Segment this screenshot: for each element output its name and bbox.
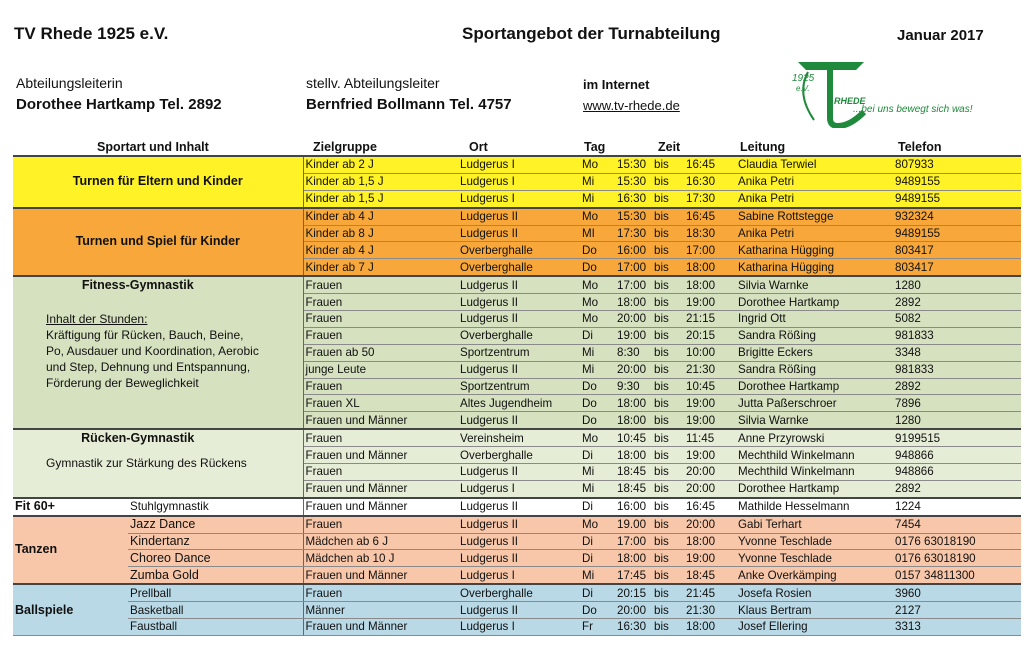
start-time-cell: 17:45 [615, 567, 652, 584]
start-time-cell: 20:15 [615, 584, 652, 601]
club-logo [790, 60, 880, 128]
schedule-table [13, 155, 1021, 636]
zielgruppe-cell: Frauen und Männer [303, 447, 458, 464]
end-time-cell: 18:00 [684, 533, 736, 550]
zielgruppe-cell: Mädchen ab 6 J [303, 533, 458, 550]
end-time-cell: 19:00 [684, 412, 736, 429]
bis-cell: bis [652, 327, 684, 344]
activity-cell: Faustball [128, 619, 303, 636]
tag-cell: Mi [580, 464, 615, 481]
leitung-cell: Anika Petri [736, 173, 893, 190]
bis-cell: bis [652, 311, 684, 328]
tag-cell: Mo [580, 208, 615, 225]
zielgruppe-cell: Frauen [303, 464, 458, 481]
table-row [13, 429, 1021, 446]
leitung-cell: Anke Overkämping [736, 567, 893, 584]
tag-cell: Do [580, 602, 615, 619]
logo-ev: e.V. [796, 84, 810, 93]
tag-cell: Di [580, 550, 615, 567]
table-row [13, 533, 1021, 550]
start-time-cell: 10:45 [615, 429, 652, 446]
end-time-cell: 21:30 [684, 361, 736, 378]
leitung-cell: Anika Petri [736, 190, 893, 207]
start-time-cell: 19:00 [615, 327, 652, 344]
zielgruppe-cell: Mädchen ab 10 J [303, 550, 458, 567]
end-time-cell: 19:00 [684, 395, 736, 412]
bis-cell: bis [652, 276, 684, 293]
ort-cell: Ludgerus II [458, 208, 580, 225]
leitung-cell: Claudia Terwiel [736, 156, 893, 173]
tag-cell: Do [580, 378, 615, 395]
telefon-cell: 981833 [893, 327, 1021, 344]
end-time-cell: 21:30 [684, 602, 736, 619]
ort-cell: Overberghalle [458, 242, 580, 259]
activity-cell: Jazz Dance [128, 516, 303, 533]
group-title: Tanzen [13, 516, 128, 585]
leitung-cell: Sandra Rößing [736, 327, 893, 344]
group-description: Kräftigung für Rücken, Bauch, Beine, Po, Ausdauer und Koordination, Aerobic und Step, Dehnung und Entspannung, Förderung der Beweglichkeit [46, 328, 259, 391]
end-time-cell: 19:00 [684, 550, 736, 567]
leitung-cell: Dorothee Hartkamp [736, 480, 893, 497]
leitung-cell: Silvia Warnke [736, 276, 893, 293]
logo-slogan: ...bei uns bewegt sich was! [853, 104, 973, 115]
leitung-cell: Josefa Rosien [736, 584, 893, 601]
end-time-cell: 16:30 [684, 173, 736, 190]
table-row [13, 276, 1021, 293]
end-time-cell: 16:45 [684, 498, 736, 516]
bis-cell: bis [652, 225, 684, 242]
group-title: Turnen und Spiel für Kinder [75, 233, 240, 248]
start-time-cell: 15:30 [615, 156, 652, 173]
end-time-cell: 16:45 [684, 156, 736, 173]
tag-cell: Di [580, 533, 615, 550]
group-cell [13, 156, 303, 208]
ort-cell: Ludgerus I [458, 480, 580, 497]
end-time-cell: 20:00 [684, 464, 736, 481]
zielgruppe-cell: Frauen und Männer [303, 567, 458, 584]
zielgruppe-cell: Frauen und Männer [303, 619, 458, 636]
zielgruppe-cell: Frauen [303, 311, 458, 328]
leitung-cell: Anne Przyrowski [736, 429, 893, 446]
tag-cell: Mi [580, 567, 615, 584]
bis-cell: bis [652, 533, 684, 550]
leitung-cell: Mechthild Winkelmann [736, 447, 893, 464]
group-title: Rücken-Gymnastik [81, 431, 195, 446]
start-time-cell: 15:30 [615, 173, 652, 190]
ort-cell: Ludgerus I [458, 190, 580, 207]
tag-cell: Mo [580, 429, 615, 446]
tag-cell: Mo [580, 276, 615, 293]
bis-cell: bis [652, 208, 684, 225]
telefon-cell: 7454 [893, 516, 1021, 533]
start-time-cell: 17:00 [615, 259, 652, 276]
end-time-cell: 18:00 [684, 259, 736, 276]
leader-name: Dorothee Hartkamp Tel. 2892 [16, 96, 222, 113]
leitung-cell: Mathilde Hesselmann [736, 498, 893, 516]
deputy-label: stellv. Abteilungsleiter [306, 75, 440, 91]
telefon-cell: 3313 [893, 619, 1021, 636]
table-row [13, 602, 1021, 619]
leitung-cell: Silvia Warnke [736, 412, 893, 429]
group-title: Ballspiele [13, 584, 128, 635]
group-intro: Inhalt der Stunden: [46, 312, 148, 327]
leitung-cell: Ingrid Ott [736, 311, 893, 328]
telefon-cell: 9489155 [893, 190, 1021, 207]
ort-cell: Overberghalle [458, 584, 580, 601]
zielgruppe-cell: Frauen [303, 327, 458, 344]
ort-cell: Ludgerus II [458, 550, 580, 567]
tag-cell: Di [580, 447, 615, 464]
zielgruppe-cell: Kinder ab 1,5 J [303, 190, 458, 207]
zielgruppe-cell: Frauen [303, 378, 458, 395]
zielgruppe-cell: Frauen XL [303, 395, 458, 412]
end-time-cell: 16:45 [684, 208, 736, 225]
start-time-cell: 17:00 [615, 533, 652, 550]
end-time-cell: 21:45 [684, 584, 736, 601]
bis-cell: bis [652, 429, 684, 446]
zielgruppe-cell: Frauen [303, 276, 458, 293]
tag-cell: Di [580, 584, 615, 601]
ort-cell: Ludgerus II [458, 533, 580, 550]
telefon-cell: 3960 [893, 584, 1021, 601]
telefon-cell: 803417 [893, 242, 1021, 259]
ort-cell: Ludgerus II [458, 498, 580, 516]
logo-name: RHEDE [834, 96, 866, 106]
document-date: Januar 2017 [897, 27, 984, 44]
start-time-cell: 19.00 [615, 516, 652, 533]
logo-bar-shape [798, 62, 864, 70]
zielgruppe-cell: Frauen [303, 294, 458, 311]
table-row [13, 156, 1021, 173]
bis-cell: bis [652, 447, 684, 464]
ort-cell: Ludgerus I [458, 567, 580, 584]
leitung-cell: Sabine Rottstegge [736, 208, 893, 225]
bis-cell: bis [652, 156, 684, 173]
page-title: Sportangebot der Turnabteilung [462, 24, 721, 43]
leitung-cell: Dorothee Hartkamp [736, 294, 893, 311]
telefon-cell: 2892 [893, 294, 1021, 311]
telefon-cell: 807933 [893, 156, 1021, 173]
ort-cell: Ludgerus II [458, 516, 580, 533]
zielgruppe-cell: Kinder ab 1,5 J [303, 173, 458, 190]
ort-cell: Sportzentrum [458, 344, 580, 361]
start-time-cell: 18:45 [615, 480, 652, 497]
telefon-cell: 1224 [893, 498, 1021, 516]
telefon-cell: 0176 63018190 [893, 550, 1021, 567]
start-time-cell: 18:45 [615, 464, 652, 481]
bis-cell: bis [652, 190, 684, 207]
telefon-cell: 932324 [893, 208, 1021, 225]
telefon-cell: 948866 [893, 447, 1021, 464]
bis-cell: bis [652, 344, 684, 361]
end-time-cell: 19:00 [684, 447, 736, 464]
col-ort: Ort [469, 140, 488, 154]
start-time-cell: 9:30 [615, 378, 652, 395]
bis-cell: bis [652, 361, 684, 378]
ort-cell: Overberghalle [458, 327, 580, 344]
col-telefon: Telefon [898, 140, 942, 154]
leitung-cell: Anika Petri [736, 225, 893, 242]
table-row [13, 516, 1021, 533]
telefon-cell: 9489155 [893, 225, 1021, 242]
end-time-cell: 17:30 [684, 190, 736, 207]
ort-cell: Ludgerus II [458, 464, 580, 481]
start-time-cell: 18:00 [615, 550, 652, 567]
group-title: Turnen für Eltern und Kinder [72, 174, 243, 188]
group-cell [13, 208, 303, 277]
tag-cell: Do [580, 259, 615, 276]
telefon-cell: 2127 [893, 602, 1021, 619]
club-name: TV Rhede 1925 e.V. [14, 24, 169, 43]
ort-cell: Ludgerus II [458, 602, 580, 619]
bis-cell: bis [652, 619, 684, 636]
zielgruppe-cell: Kinder ab 7 J [303, 259, 458, 276]
telefon-cell: 948866 [893, 464, 1021, 481]
ort-cell: Vereinsheim [458, 429, 580, 446]
tag-cell: Mi [580, 190, 615, 207]
ort-cell: Ludgerus II [458, 294, 580, 311]
table-row [13, 208, 1021, 225]
table-row [13, 550, 1021, 567]
end-time-cell: 10:45 [684, 378, 736, 395]
ort-cell: Overberghalle [458, 259, 580, 276]
start-time-cell: 16:00 [615, 498, 652, 516]
telefon-cell: 3348 [893, 344, 1021, 361]
logo-year: 1925 [792, 73, 815, 84]
tag-cell: Do [580, 395, 615, 412]
bis-cell: bis [652, 259, 684, 276]
ort-cell: Overberghalle [458, 447, 580, 464]
start-time-cell: 17:00 [615, 276, 652, 293]
zielgruppe-cell: Frauen [303, 584, 458, 601]
activity-cell: Zumba Gold [128, 567, 303, 584]
leitung-cell: Jutta Paßerschroer [736, 395, 893, 412]
telefon-cell: 7896 [893, 395, 1021, 412]
bis-cell: bis [652, 567, 684, 584]
ort-cell: Ludgerus II [458, 361, 580, 378]
ort-cell: Ludgerus I [458, 619, 580, 636]
start-time-cell: 16:30 [615, 619, 652, 636]
group-title: Fitness-Gymnastik [81, 278, 194, 293]
zielgruppe-cell: junge Leute [303, 361, 458, 378]
leitung-cell: Dorothee Hartkamp [736, 378, 893, 395]
ort-cell: Sportzentrum [458, 378, 580, 395]
internet-label: im Internet [583, 77, 650, 92]
zielgruppe-cell: Männer [303, 602, 458, 619]
end-time-cell: 18:00 [684, 619, 736, 636]
tag-cell: Do [580, 242, 615, 259]
end-time-cell: 18:00 [684, 276, 736, 293]
tag-cell: Mo [580, 294, 615, 311]
bis-cell: bis [652, 412, 684, 429]
bis-cell: bis [652, 294, 684, 311]
leitung-cell: Gabi Terhart [736, 516, 893, 533]
end-time-cell: 20:00 [684, 516, 736, 533]
tag-cell: Fr [580, 619, 615, 636]
bis-cell: bis [652, 242, 684, 259]
bis-cell: bis [652, 480, 684, 497]
zielgruppe-cell: Frauen und Männer [303, 480, 458, 497]
leitung-cell: Katharina Hügging [736, 242, 893, 259]
zielgruppe-cell: Frauen [303, 429, 458, 446]
tag-cell: Do [580, 412, 615, 429]
start-time-cell: 18:00 [615, 447, 652, 464]
tag-cell: Di [580, 498, 615, 516]
start-time-cell: 18:00 [615, 395, 652, 412]
telefon-cell: 0157 34811300 [893, 567, 1021, 584]
tag-cell: Mi [580, 480, 615, 497]
zielgruppe-cell: Frauen [303, 516, 458, 533]
zielgruppe-cell: Kinder ab 2 J [303, 156, 458, 173]
start-time-cell: 8:30 [615, 344, 652, 361]
ort-cell: Altes Jugendheim [458, 395, 580, 412]
activity-cell: Kindertanz [128, 533, 303, 550]
start-time-cell: 16:00 [615, 242, 652, 259]
zielgruppe-cell: Frauen ab 50 [303, 344, 458, 361]
leitung-cell: Josef Ellering [736, 619, 893, 636]
deputy-name: Bernfried Bollmann Tel. 4757 [306, 96, 512, 113]
telefon-cell: 9489155 [893, 173, 1021, 190]
end-time-cell: 18:30 [684, 225, 736, 242]
start-time-cell: 20:00 [615, 602, 652, 619]
start-time-cell: 15:30 [615, 208, 652, 225]
activity-cell: Stuhlgymnastik [128, 498, 303, 516]
telefon-cell: 9199515 [893, 429, 1021, 446]
zielgruppe-cell: Frauen und Männer [303, 412, 458, 429]
start-time-cell: 20:00 [615, 311, 652, 328]
ort-cell: Ludgerus I [458, 173, 580, 190]
ort-cell: Ludgerus I [458, 156, 580, 173]
group-title: Fit 60+ [13, 498, 128, 516]
telefon-cell: 1280 [893, 412, 1021, 429]
group-cell [13, 276, 303, 429]
bis-cell: bis [652, 498, 684, 516]
col-zielgruppe: Zielgruppe [313, 140, 377, 154]
ort-cell: Ludgerus II [458, 276, 580, 293]
tag-cell: Mi [580, 344, 615, 361]
col-zeit: Zeit [658, 140, 681, 154]
telefon-cell: 2892 [893, 378, 1021, 395]
telefon-cell: 5082 [893, 311, 1021, 328]
telefon-cell: 2892 [893, 480, 1021, 497]
start-time-cell: 17:30 [615, 225, 652, 242]
end-time-cell: 21:15 [684, 311, 736, 328]
leitung-cell: Klaus Bertram [736, 602, 893, 619]
start-time-cell: 20:00 [615, 361, 652, 378]
ort-cell: Ludgerus II [458, 412, 580, 429]
start-time-cell: 18:00 [615, 294, 652, 311]
tag-cell: Mo [580, 156, 615, 173]
tag-cell: Mo [580, 516, 615, 533]
zielgruppe-cell: Kinder ab 8 J [303, 225, 458, 242]
tag-cell: Mo [580, 311, 615, 328]
tag-cell: Mi [580, 361, 615, 378]
zielgruppe-cell: Kinder ab 4 J [303, 242, 458, 259]
zielgruppe-cell: Kinder ab 4 J [303, 208, 458, 225]
leitung-cell: Yvonne Teschlade [736, 533, 893, 550]
bis-cell: bis [652, 395, 684, 412]
end-time-cell: 20:15 [684, 327, 736, 344]
end-time-cell: 11:45 [684, 429, 736, 446]
bis-cell: bis [652, 584, 684, 601]
zielgruppe-cell: Frauen und Männer [303, 498, 458, 516]
end-time-cell: 17:00 [684, 242, 736, 259]
table-row [13, 567, 1021, 584]
telefon-cell: 803417 [893, 259, 1021, 276]
group-cell [13, 429, 303, 498]
tag-cell: MI [580, 225, 615, 242]
leitung-cell: Katharina Hügging [736, 259, 893, 276]
col-sportart: Sportart und Inhalt [97, 140, 209, 154]
end-time-cell: 20:00 [684, 480, 736, 497]
telefon-cell: 0176 63018190 [893, 533, 1021, 550]
leader-label: Abteilungsleiterin [16, 75, 123, 91]
bis-cell: bis [652, 173, 684, 190]
ort-cell: Ludgerus II [458, 225, 580, 242]
website-link[interactable]: www.tv-rhede.de [583, 98, 680, 113]
col-leitung: Leitung [740, 140, 786, 154]
leitung-cell: Sandra Rößing [736, 361, 893, 378]
leitung-cell: Mechthild Winkelmann [736, 464, 893, 481]
bis-cell: bis [652, 516, 684, 533]
leitung-cell: Yvonne Teschlade [736, 550, 893, 567]
group-description: Gymnastik zur Stärkung des Rückens [46, 456, 247, 471]
bis-cell: bis [652, 464, 684, 481]
activity-cell: Choreo Dance [128, 550, 303, 567]
tag-cell: Mi [580, 173, 615, 190]
leitung-cell: Brigitte Eckers [736, 344, 893, 361]
end-time-cell: 19:00 [684, 294, 736, 311]
ort-cell: Ludgerus II [458, 311, 580, 328]
telefon-cell: 981833 [893, 361, 1021, 378]
activity-cell: Prellball [128, 584, 303, 601]
telefon-cell: 1280 [893, 276, 1021, 293]
col-tag: Tag [584, 140, 606, 154]
bis-cell: bis [652, 378, 684, 395]
end-time-cell: 10:00 [684, 344, 736, 361]
start-time-cell: 16:30 [615, 190, 652, 207]
table-row [13, 619, 1021, 636]
tag-cell: Di [580, 327, 615, 344]
start-time-cell: 18:00 [615, 412, 652, 429]
end-time-cell: 18:45 [684, 567, 736, 584]
table-row [13, 498, 1021, 516]
bis-cell: bis [652, 602, 684, 619]
bis-cell: bis [652, 550, 684, 567]
table-row [13, 584, 1021, 601]
activity-cell: Basketball [128, 602, 303, 619]
